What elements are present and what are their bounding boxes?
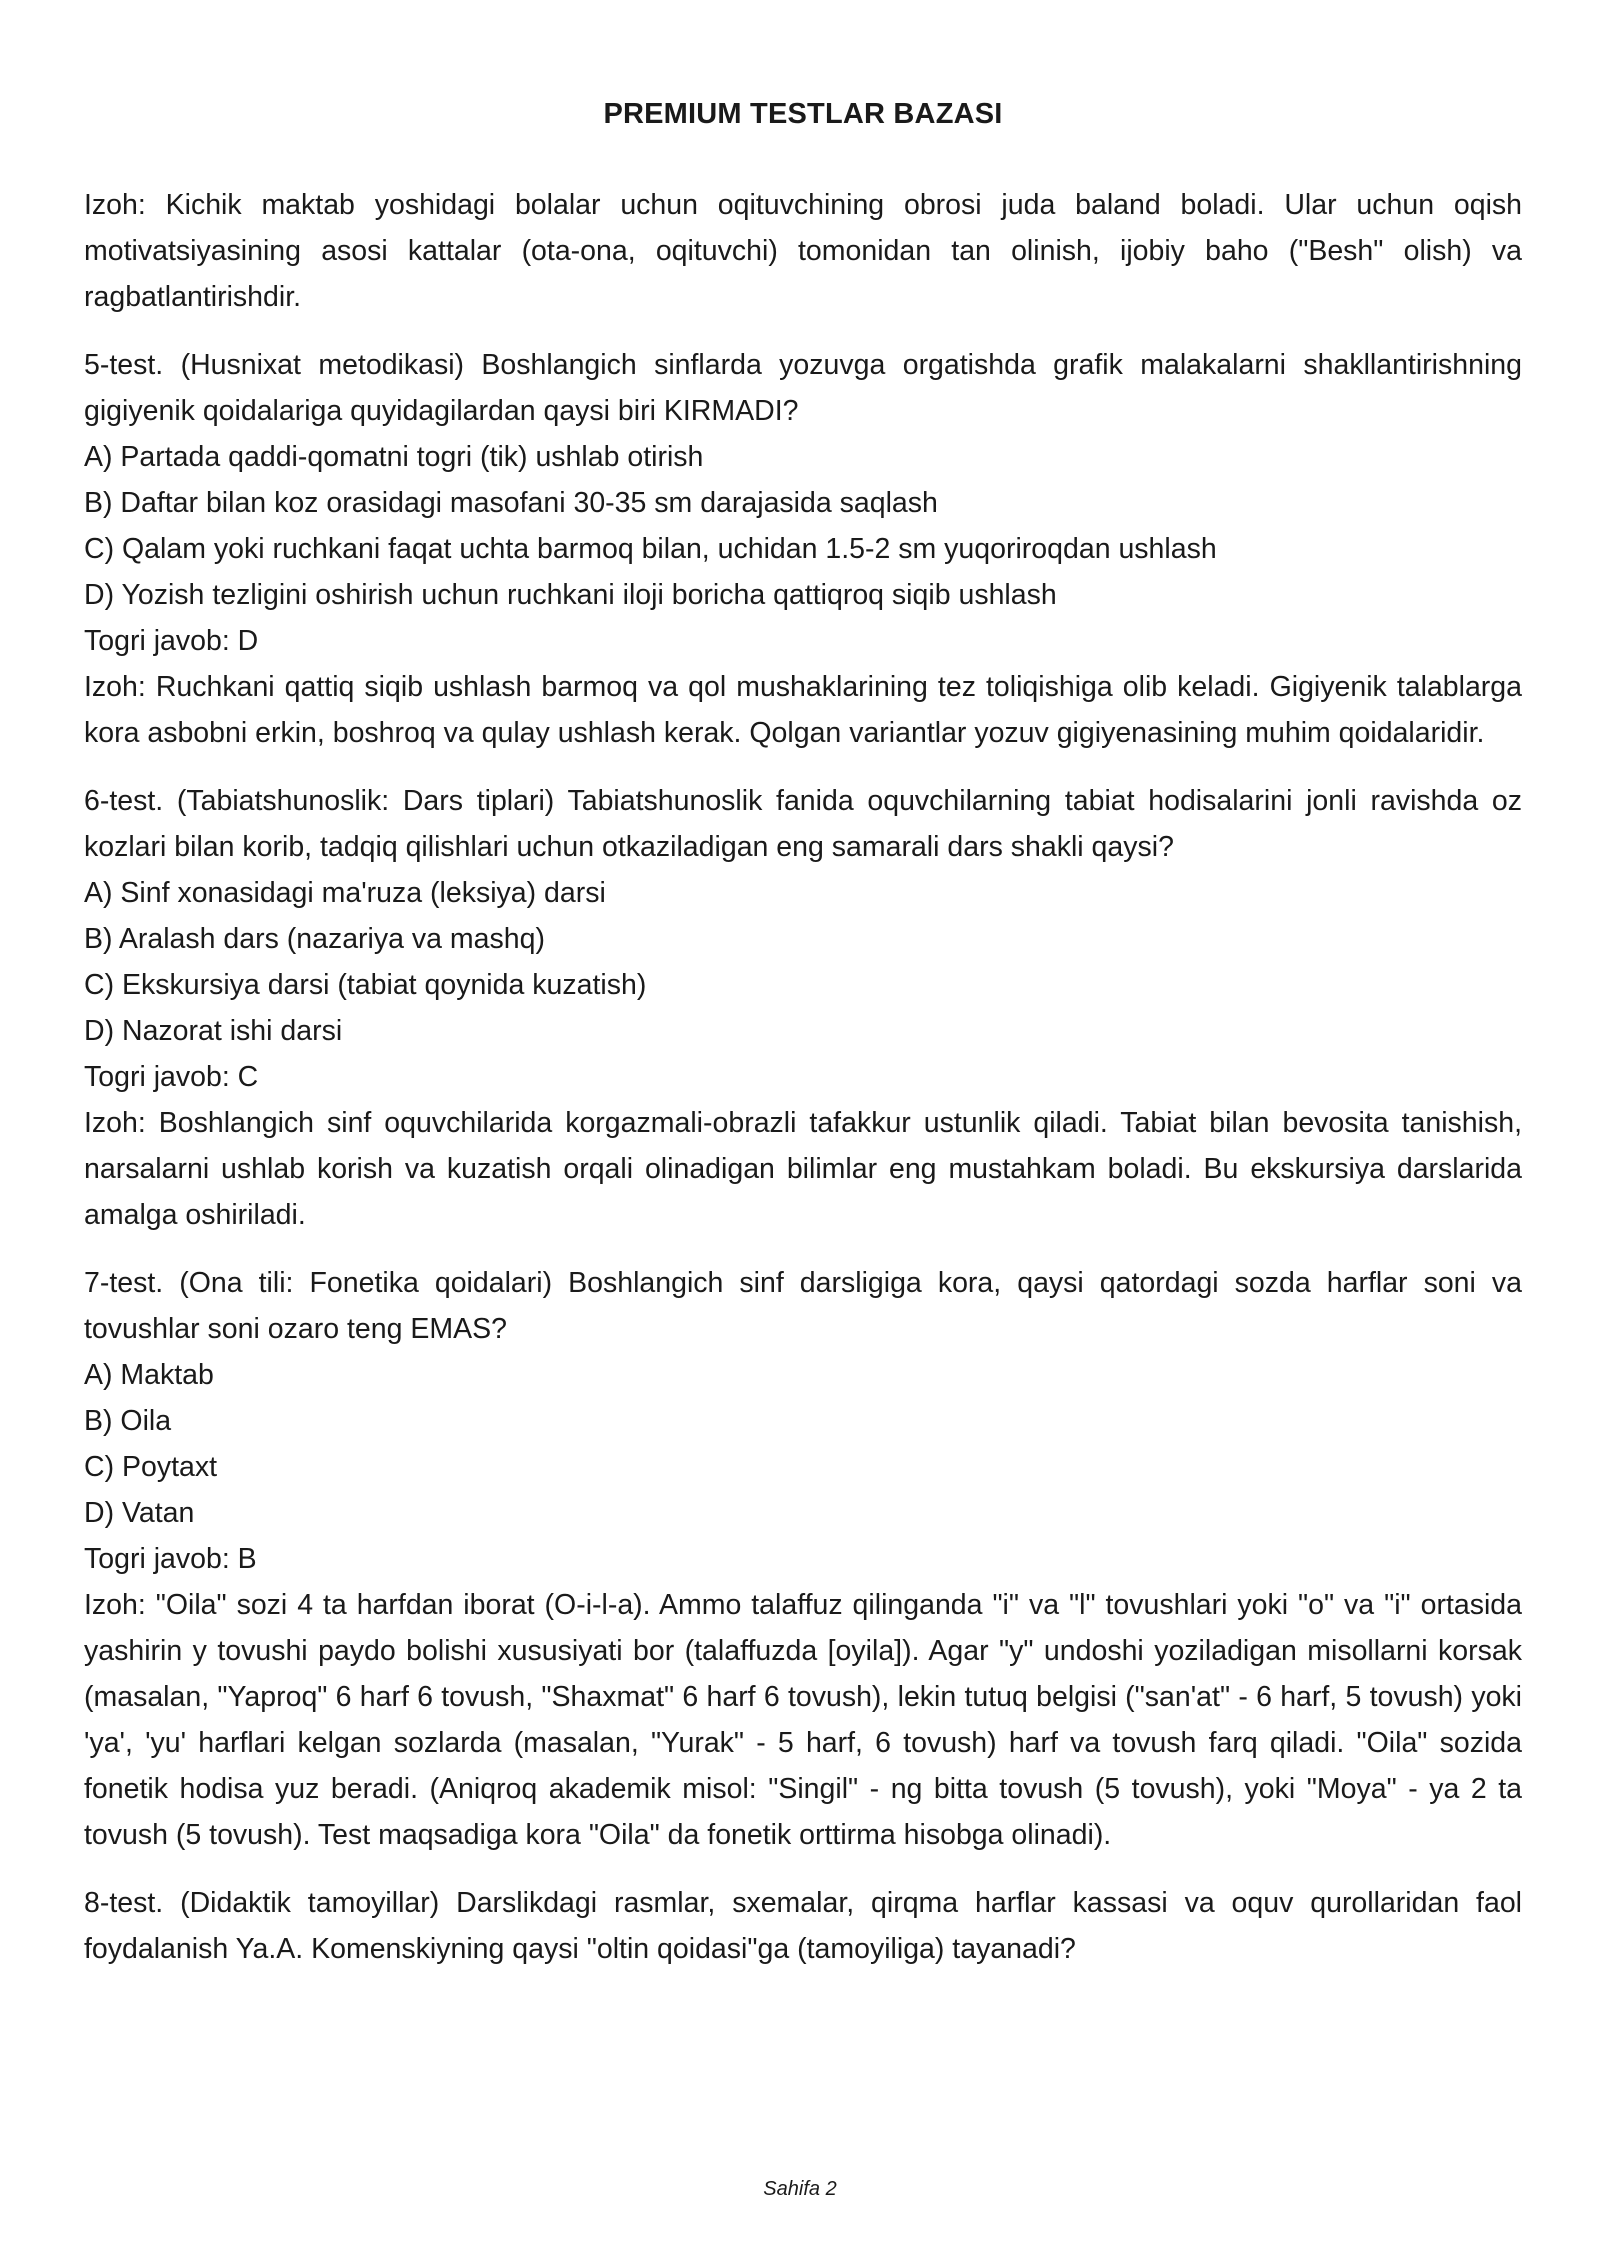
test-question: 7-test. (Ona tili: Fonetika qoidalari) Boshlangich sinf darsligiga kora, qaysi qatordagi sozda harflar soni va tovushlar soni ozaro teng EMAS? <box>84 1267 1522 1345</box>
test-question: 8-test. (Didaktik tamoyillar) Darslikdagi rasmlar, sxemalar, qirqma harflar kassasi va oquv qurollaridan faol foydalanish Ya.A. Komenskiyning qaysi "oltin qoidasi"ga (tamoyiliga) tayanadi? <box>84 1887 1522 1965</box>
page-number: Sahifa 2 <box>763 2178 837 2200</box>
test-option-d: D) Vatan <box>84 1497 195 1529</box>
test-answer: Togri javob: B <box>84 1543 257 1575</box>
intro-explanation: Izoh: Kichik maktab yoshidagi bolalar uchun oqituvchining obrosi juda baland boladi. Ular uchun oqish motivatsiyasining asosi kattalar (ota-ona, oqituvchi) tomonidan tan olinish, ijobiy baho ("Besh" olish) va ragbatlantirishdir. <box>84 189 1522 313</box>
test-explanation: Izoh: Boshlangich sinf oquvchilarida korgazmali-obrazli tafakkur ustunlik qiladi. Tabiat bilan bevosita tanishish, narsalarni ushlab korish va kuzatish orqali olinadigan bilimlar eng mustahkam boladi. Bu ekskursiya darslarida amalga oshiriladi. <box>84 1107 1522 1231</box>
test-answer: Togri javob: C <box>84 1061 259 1093</box>
test-option-a: A) Maktab <box>84 1359 214 1391</box>
test-option-a: A) Partada qaddi-qomatni togri (tik) ushlab otirish <box>84 441 704 473</box>
test-question: 6-test. (Tabiatshunoslik: Dars tiplari) Tabiatshunoslik fanida oquvchilarning tabiat hodisalarini jonli ravishda oz kozlari bilan korib, tadqiq qilishlari uchun otkaziladigan eng samarali dars shakli qaysi? <box>84 785 1522 863</box>
test-question: 5-test. (Husnixat metodikasi) Boshlangich sinflarda yozuvga orgatishda grafik malakalarni shakllantirishning gigiyenik qoidalariga quyidagilardan qaysi biri KIRMADI? <box>84 349 1522 427</box>
test-option-d: D) Yozish tezligini oshirish uchun ruchkani iloji boricha qattiqroq siqib ushlash <box>84 579 1057 611</box>
test-option-c: C) Qalam yoki ruchkani faqat uchta barmoq bilan, uchidan 1.5-2 sm yuqoriroqdan ushlash <box>84 533 1217 565</box>
document-page <box>84 0 1522 1972</box>
test-block-6 <box>84 778 1522 1238</box>
test-block-7 <box>84 1260 1522 1858</box>
test-block-5 <box>84 342 1522 756</box>
test-block-8 <box>84 1880 1522 1972</box>
test-option-d: D) Nazorat ishi darsi <box>84 1015 343 1047</box>
intro-block <box>84 182 1522 320</box>
test-option-b: B) Oila <box>84 1405 172 1437</box>
test-option-b: B) Daftar bilan koz orasidagi masofani 30-35 sm darajasida saqlash <box>84 487 938 519</box>
test-option-a: A) Sinf xonasidagi ma'ruza (leksiya) darsi <box>84 877 606 909</box>
test-answer: Togri javob: D <box>84 625 259 657</box>
test-option-b: B) Aralash dars (nazariya va mashq) <box>84 923 545 955</box>
test-option-c: C) Poytaxt <box>84 1451 218 1483</box>
test-explanation: Izoh: "Oila" sozi 4 ta harfdan iborat (O-i-l-a). Ammo talaffuz qilinganda "i" va "l" tovushlari yoki "o" va "i" ortasida yashirin y tovushi paydo bolishi xususiyati bor (talaffuzda [oyila]). Agar "y" undoshi yoziladigan misollarni korsak (masalan, "Yaproq" 6 harf 6 tovush, "Shaxmat" 6 harf 6 tovush), lekin tutuq belgisi ("san'at" - 6 harf, 5 tovush) yoki 'ya', 'yu' harflari kelgan sozlarda (masalan, "Yurak" - 5 harf, 6 tovush) harf va tovush farq qiladi. "Oila" sozida fonetik hodisa yuz beradi. (Aniqroq akademik misol: "Singil" - ng bitta tovush (5 tovush), yoki "Moya" - ya 2 ta tovush (5 tovush). Test maqsadiga kora "Oila" da fonetik orttirma hisobga olinadi). <box>84 1589 1522 1851</box>
page-title: PREMIUM TESTLAR BAZASI <box>603 98 1003 130</box>
test-explanation: Izoh: Ruchkani qattiq siqib ushlash barmoq va qol mushaklarining tez toliqishiga olib keladi. Gigiyenik talablarga kora asbobni erkin, boshroq va qulay ushlash kerak. Qolgan variantlar yozuv gigiyenasining muhim qoidalaridir. <box>84 671 1522 749</box>
test-option-c: C) Ekskursiya darsi (tabiat qoynida kuzatish) <box>84 969 647 1001</box>
